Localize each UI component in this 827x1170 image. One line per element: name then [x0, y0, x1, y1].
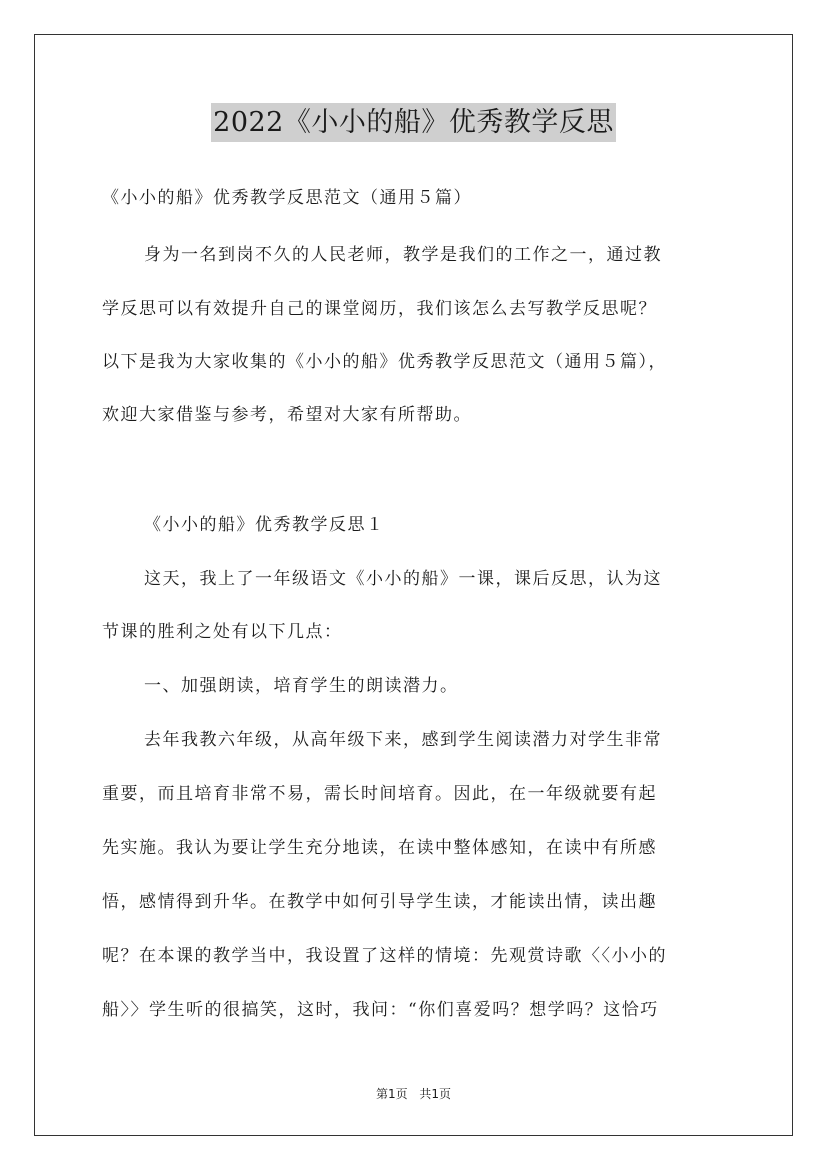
- section-p2-line-1: 去年我教六年级，从高年级下来，感到学生阅读潜力对学生非常: [144, 730, 662, 750]
- section-p2-line-5: 呢？在本课的教学当中，我设置了这样的情境：先观赏诗歌〈〈小小的: [102, 946, 667, 966]
- intro-line-1: 身为一名到岗不久的人民老师，教学是我们的工作之一，通过教: [144, 245, 662, 265]
- page-number: 第1页: [375, 1087, 408, 1101]
- section-heading: 《小小的船》优秀教学反思１: [144, 515, 385, 535]
- subtitle: 《小小的船》优秀教学反思范文（通用５篇）: [102, 188, 472, 208]
- section-p2-line-4: 悟，感情得到升华。在教学中如何引导学生读，才能读出情，读出趣: [102, 892, 657, 912]
- page-total: 共1页: [419, 1087, 452, 1101]
- section-p2-line-2: 重要，而且培育非常不易，需长时间培育。因此，在一年级就要有起: [102, 784, 657, 804]
- section-p1-line-1: 这天，我上了一年级语文《小小的船》一课，课后反思，认为这: [144, 569, 662, 589]
- document-title: [0, 100, 827, 139]
- intro-line-4: 欢迎大家借鉴与参考，希望对大家有所帮助。: [102, 405, 472, 425]
- page-footer: [0, 1085, 827, 1102]
- point-one: 一、加强朗读，培育学生的朗读潜力。: [144, 676, 459, 696]
- title-text: 2022《小小的船》优秀教学反思: [211, 103, 616, 142]
- section-p2-line-3: 先实施。我认为要让学生充分地读，在读中整体感知，在读中有所感: [102, 838, 657, 858]
- intro-line-3: 以下是我为大家收集的《小小的船》优秀教学反思范文（通用５篇），: [102, 352, 667, 372]
- intro-line-2: 学反思可以有效提升自己的课堂阅历，我们该怎么去写教学反思呢？: [102, 299, 657, 319]
- section-p1-line-2: 节课的胜利之处有以下几点：: [102, 622, 343, 642]
- section-p2-line-6: 船〉〉学生听的很搞笑，这时，我问：“你们喜爱吗？想学吗？这恰巧: [102, 1000, 659, 1020]
